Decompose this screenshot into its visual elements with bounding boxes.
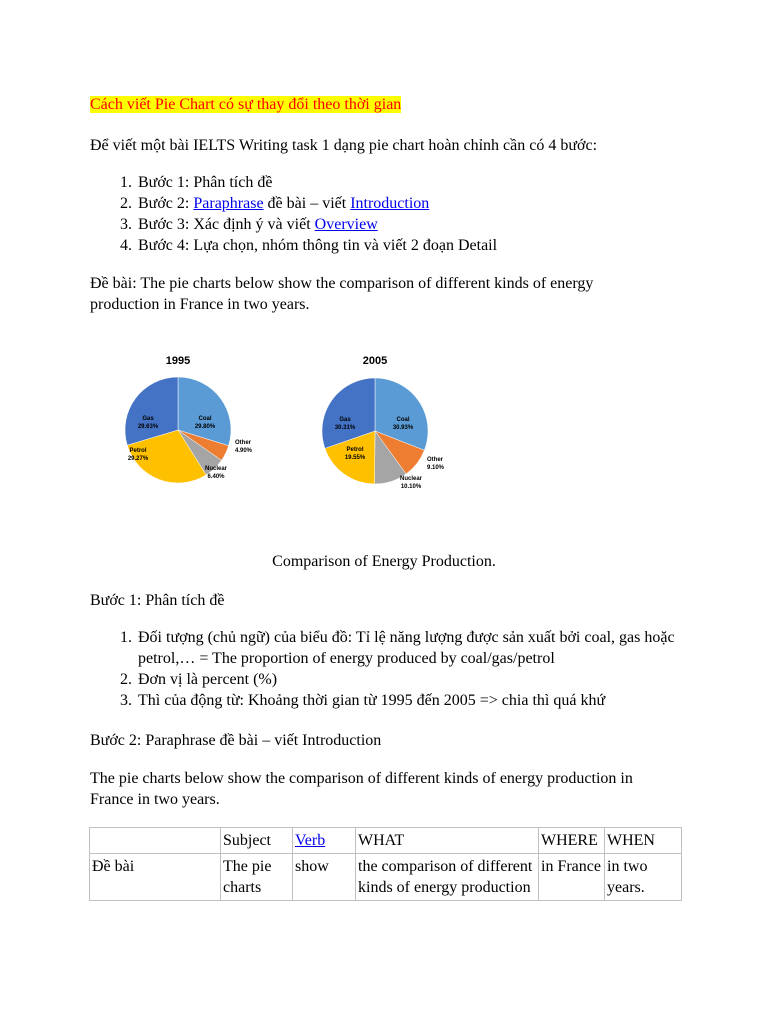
steps-list (90, 172, 726, 256)
step1-list (90, 627, 726, 711)
table-cell: WHAT (356, 828, 539, 854)
introduction-link[interactable]: Introduction (350, 195, 430, 212)
pie-label-coal: Coal 30.93% (392, 417, 414, 431)
step1-heading: Bước 1: Phân tích đề (90, 592, 225, 609)
pie-label-petrol: Petrol 19.55% (344, 447, 366, 461)
pie-title: 2005 (362, 355, 388, 367)
prompt-text-2: The pie charts below show the comparison of different kinds of energy production in France in two years. (90, 770, 633, 808)
list-item: 2. Đơn vị là percent (%) (136, 669, 726, 690)
list-item: 3. Bước 3: Xác định ý và viết Overview (136, 214, 726, 235)
paraphrase-link[interactable]: Paraphrase (193, 195, 264, 212)
pie-label-other: Other 4.90% (235, 440, 253, 454)
list-item: 2. Bước 2: Paraphrase đề bài – viết Introduction (136, 193, 726, 214)
list-item: 1. Bước 1: Phân tích đề (136, 172, 726, 193)
pie-label-gas: Gas 29.63% (137, 416, 159, 430)
table-cell: Subject (221, 828, 293, 854)
pie-label-coal: Coal 29.80% (194, 416, 216, 430)
table-cell: Đề bài (90, 854, 221, 901)
table-cell: the comparison of different kinds of energy production (356, 854, 539, 901)
table-cell: in two years. (605, 854, 682, 901)
verb-link[interactable]: Verb (295, 832, 326, 849)
table-row (90, 854, 682, 901)
list-item: 4. Bước 4: Lựa chọn, nhóm thông tin và viết 2 đoạn Detail (136, 235, 726, 256)
pie-label-nuclear: Nuclear 6.40% (204, 466, 228, 480)
pie-charts-figure (95, 338, 475, 530)
overview-link[interactable]: Overview (314, 216, 378, 233)
pie-label-other: Other 9.10% (427, 457, 445, 471)
pie-label-nuclear: Nuclear 10.10% (399, 476, 423, 490)
pie-label-petrol: Petrol 29.27% (127, 448, 149, 462)
list-item: 1. Đối tượng (chủ ngữ) của biểu đồ: Tỉ lệ năng lượng được sản xuất bởi coal, gas hoặc petrol,… = The proportion of energy produced by coal/gas/petrol (136, 627, 726, 669)
table-cell: show (293, 854, 356, 901)
pie-label-gas: Gas 30.31% (334, 417, 356, 431)
article-heading: Cách viết Pie Chart có sự thay đổi theo thời gian (90, 96, 402, 113)
table-cell (293, 828, 356, 854)
table-cell: WHEN (605, 828, 682, 854)
table-cell: WHERE (539, 828, 605, 854)
intro-text: Để viết một bài IELTS Writing task 1 dạng pie chart hoàn chỉnh cần có 4 bước: (90, 137, 598, 154)
step2-heading: Bước 2: Paraphrase đề bài – viết Introduction (90, 732, 382, 749)
list-item: 3. Thì của động từ: Khoảng thời gian từ 1995 đến 2005 => chia thì quá khứ (136, 690, 726, 711)
pie-title: 1995 (165, 355, 191, 367)
prompt-text: Đề bài: The pie charts below show the comparison of different kinds of energy production in France in two years. (90, 275, 594, 313)
table-cell (90, 828, 221, 854)
table-cell: in France (539, 854, 605, 901)
table-header-row (90, 828, 682, 854)
figure-caption: Comparison of Energy Production. (272, 553, 496, 570)
analysis-table (89, 827, 682, 901)
table-cell: The pie charts (221, 854, 293, 901)
